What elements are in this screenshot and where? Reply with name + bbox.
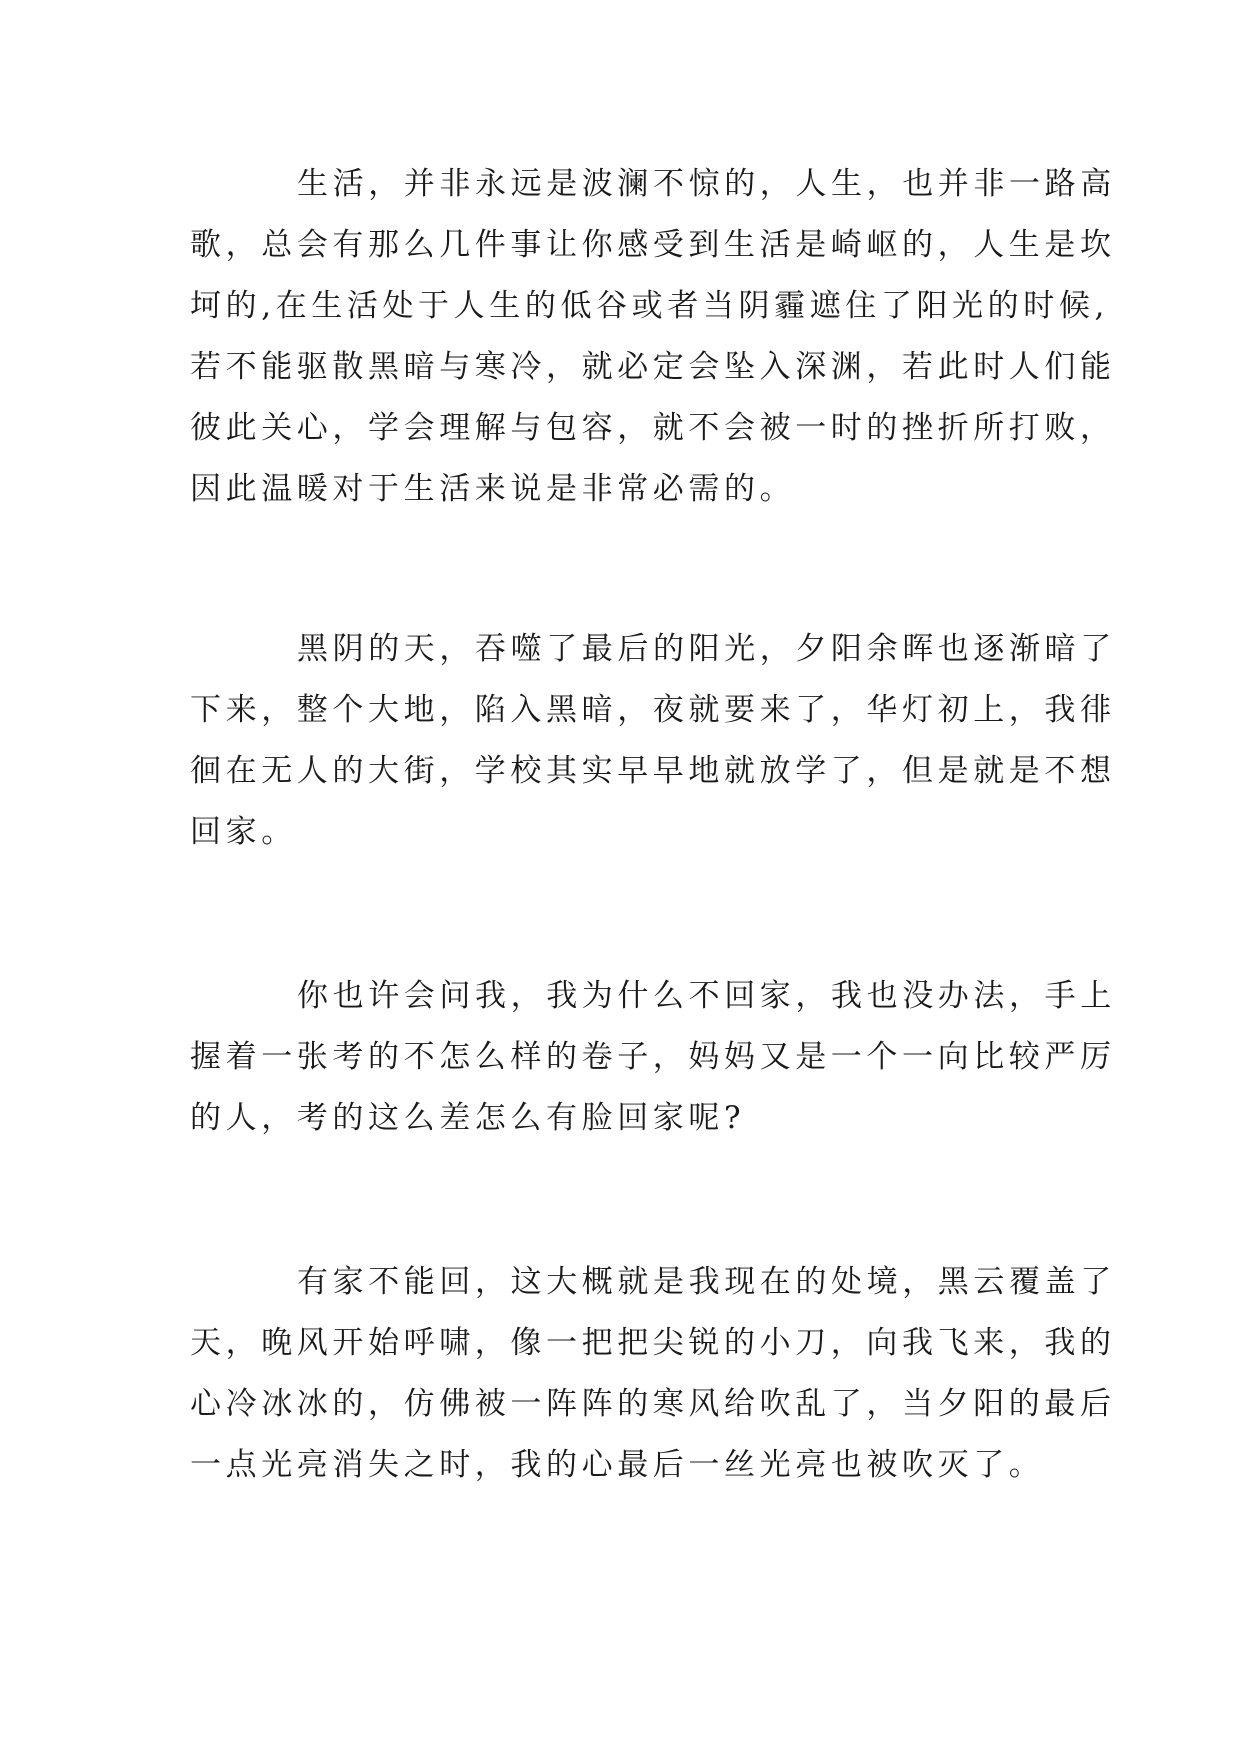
paragraph-4 xyxy=(190,1252,1116,1496)
paragraph-line: 因此温暖对于生活来说是非常必需的。 xyxy=(190,471,796,507)
paragraph-line: 生活，并非永远是波澜不惊的，人生，也并非一路高 xyxy=(297,166,1116,202)
paragraph-line: 黑阴的天，吞噬了最后的阳光，夕阳余晖也逐渐暗了 xyxy=(297,631,1116,667)
paragraph-line: 回家。 xyxy=(190,814,297,850)
paragraph-line: 天，晚风开始呼啸，像一把把尖锐的小刀，向我飞来，我的 xyxy=(190,1325,1116,1361)
paragraph-line: 的人，考的这么差怎么有脸回家呢? xyxy=(190,1100,746,1136)
paragraph-line: 徊在无人的大街，学校其实早早地就放学了，但是就是不想 xyxy=(190,753,1116,789)
paragraph-line: 心冷冰冰的，仿佛被一阵阵的寒风给吹乱了，当夕阳的最后 xyxy=(190,1386,1116,1422)
paragraph-line: 有家不能回，这大概就是我现在的处境，黑云覆盖了 xyxy=(297,1264,1116,1300)
paragraph-line: 下来，整个大地，陷入黑暗，夜就要来了，华灯初上，我徘 xyxy=(190,692,1116,728)
paragraph-line: 歌，总会有那么几件事让你感受到生活是崎岖的，人生是坎 xyxy=(190,227,1116,263)
paragraph-line: 坷的,在生活处于人生的低谷或者当阴霾遮住了阳光的时候, xyxy=(190,288,1109,324)
paragraph-line: 一点光亮消失之时，我的心最后一丝光亮也被吹灭了。 xyxy=(190,1447,1045,1483)
paragraph-1 xyxy=(190,154,1116,520)
paragraph-line: 若不能驱散黑暗与寒冷，就必定会坠入深渊，若此时人们能 xyxy=(190,349,1116,385)
paragraph-2 xyxy=(190,619,1116,863)
paragraph-3 xyxy=(190,966,1116,1149)
paragraph-line: 彼此关心，学会理解与包容，就不会被一时的挫折所打败， xyxy=(190,410,1116,446)
paragraph-line: 你也许会问我，我为什么不回家，我也没办法，手上 xyxy=(297,978,1116,1014)
paragraph-line: 握着一张考的不怎么样的卷子，妈妈又是一个一向比较严厉 xyxy=(190,1039,1116,1075)
